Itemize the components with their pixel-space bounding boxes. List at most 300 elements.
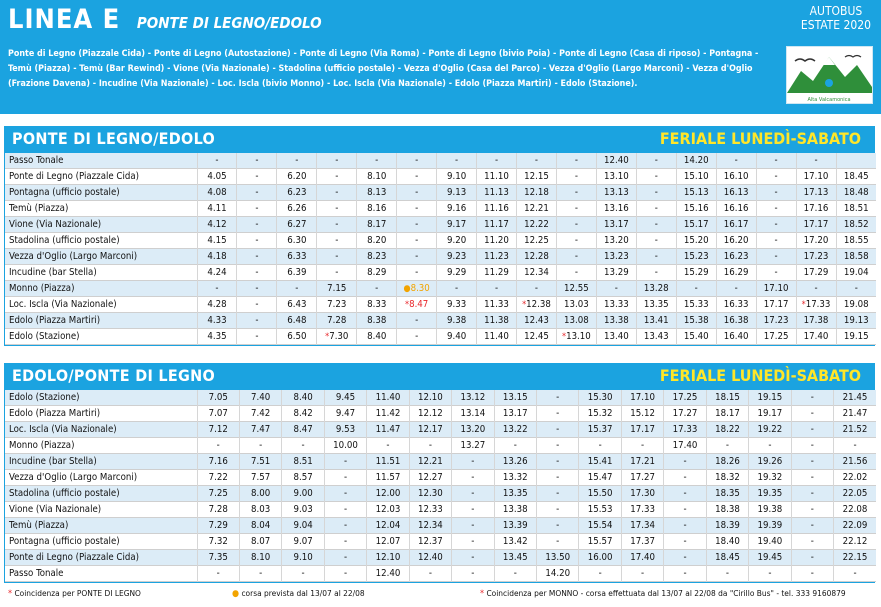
time-cell: 12.43 [517, 313, 557, 329]
section-pdl-edolo [4, 126, 875, 346]
time-cell: - [791, 502, 833, 518]
time-cell: 9.23 [437, 249, 477, 265]
time-cell: - [397, 217, 437, 233]
time-cell: 17.37 [621, 534, 663, 550]
time-cell: - [452, 486, 494, 502]
time-cell: - [621, 566, 663, 582]
time-cell: - [791, 438, 833, 454]
stop-name: Edolo (Stazione) [9, 392, 80, 403]
table-row [5, 153, 876, 169]
time-cell: - [716, 153, 756, 169]
time-cell: 6.50 [277, 329, 317, 345]
time-cell: - [477, 153, 517, 169]
time-cell: 4.08 [197, 185, 237, 201]
time-cell: 13.40 [596, 329, 636, 345]
time-cell: 11.38 [477, 313, 517, 329]
time-cell: - [517, 281, 557, 297]
time-cell: - [317, 201, 357, 217]
time-cell: - [664, 470, 706, 486]
time-cell: 7.51 [239, 454, 281, 470]
time-cell: 11.29 [477, 265, 517, 281]
time-cell: 11.17 [477, 217, 517, 233]
time-cell: - [537, 438, 579, 454]
time-cell: 6.30 [277, 233, 317, 249]
time-cell: - [237, 153, 277, 169]
time-cell: - [756, 169, 796, 185]
time-cell: 12.55 [556, 281, 596, 297]
time-cell: 13.12 [452, 390, 494, 406]
time-cell: 13.28 [636, 281, 676, 297]
time-cell: - [636, 265, 676, 281]
time-cell: - [324, 566, 366, 582]
time-cell: 13.38 [494, 502, 536, 518]
time-cell: 13.35 [494, 486, 536, 502]
time-cell: - [452, 470, 494, 486]
time-cell: - [791, 470, 833, 486]
time-cell: 11.47 [367, 422, 409, 438]
time-cell: - [796, 281, 836, 297]
time-cell: - [636, 249, 676, 265]
time-cell: - [324, 502, 366, 518]
time-cell: 15.10 [676, 169, 716, 185]
time-cell: - [556, 233, 596, 249]
season-year-label: ESTATE 2020 [800, 18, 871, 32]
time-cell: - [756, 233, 796, 249]
time-cell: 13.39 [494, 518, 536, 534]
time-cell: 9.29 [437, 265, 477, 281]
time-cell: - [452, 534, 494, 550]
time-cell: 12.07 [367, 534, 409, 550]
time-cell: 12.37 [409, 534, 451, 550]
time-cell: 13.17 [596, 217, 636, 233]
time-cell: 12.15 [517, 169, 557, 185]
time-cell: 18.45 [836, 169, 876, 185]
time-cell: 18.52 [836, 217, 876, 233]
time-cell: - [494, 566, 536, 582]
time-cell: - [367, 438, 409, 454]
time-cell: - [537, 486, 579, 502]
time-cell: - [756, 153, 796, 169]
time-cell: 18.48 [836, 185, 876, 201]
time-cell: 13.20 [596, 233, 636, 249]
time-cell: 6.26 [277, 201, 317, 217]
time-cell: 4.33 [197, 313, 237, 329]
time-cell: 19.26 [749, 454, 791, 470]
time-cell: 13.35 [636, 297, 676, 313]
time-cell: 19.38 [749, 502, 791, 518]
time-cell: - [756, 265, 796, 281]
time-cell: 17.21 [621, 454, 663, 470]
time-cell: - [756, 185, 796, 201]
time-cell: 15.32 [579, 406, 621, 422]
table-row [5, 249, 876, 265]
time-cell: 11.57 [367, 470, 409, 486]
table-row [5, 502, 876, 518]
time-cell: - [664, 486, 706, 502]
time-cell: 19.15 [836, 329, 876, 345]
time-cell: 17.25 [664, 390, 706, 406]
time-cell: - [556, 265, 596, 281]
legend-text: Coincidenza per MONNO - corsa effettuata dal 13/07 al 22/08 da "Cirillo Bus" - tel. 333 9160879 [486, 588, 846, 598]
time-cell: 13.42 [494, 534, 536, 550]
time-cell: - [636, 201, 676, 217]
time-cell: 17.17 [756, 297, 796, 313]
time-cell: *7.30 [317, 329, 357, 345]
time-cell: - [277, 281, 317, 297]
table-row [5, 233, 876, 249]
time-cell: 13.32 [494, 470, 536, 486]
time-cell: *13.10 [556, 329, 596, 345]
time-cell: - [452, 454, 494, 470]
time-cell: - [791, 566, 833, 582]
time-cell: - [756, 201, 796, 217]
time-cell: 15.13 [676, 185, 716, 201]
stop-name: Stadolina (ufficio postale) [9, 488, 120, 499]
time-cell: 12.00 [367, 486, 409, 502]
star-icon: * [8, 589, 13, 599]
time-cell: 7.35 [197, 550, 239, 566]
time-cell: 13.26 [494, 454, 536, 470]
table-row [5, 534, 876, 550]
time-cell: 8.51 [282, 454, 324, 470]
time-cell: 10.00 [324, 438, 366, 454]
time-cell: 18.26 [706, 454, 748, 470]
time-cell: 7.42 [239, 406, 281, 422]
time-cell: - [437, 153, 477, 169]
time-cell: - [397, 233, 437, 249]
time-cell: - [237, 185, 277, 201]
time-cell: 4.12 [197, 217, 237, 233]
timetable-edolo-pdl [5, 390, 876, 582]
time-cell: - [239, 566, 281, 582]
time-cell: - [397, 249, 437, 265]
time-cell: - [664, 534, 706, 550]
time-cell: 12.40 [596, 153, 636, 169]
time-cell: 17.17 [621, 422, 663, 438]
time-cell: 18.45 [706, 550, 748, 566]
stop-name: Temù (Piazza) [9, 203, 69, 214]
time-cell: 19.40 [749, 534, 791, 550]
time-cell: 22.08 [834, 502, 876, 518]
time-cell: ●8.30 [397, 281, 437, 297]
time-cell: - [452, 550, 494, 566]
time-cell: - [324, 534, 366, 550]
time-cell: - [197, 281, 237, 297]
time-cell: - [636, 233, 676, 249]
table-row [5, 329, 876, 345]
time-cell: 18.35 [706, 486, 748, 502]
time-cell: 9.10 [282, 550, 324, 566]
time-cell: 19.17 [749, 406, 791, 422]
time-cell: 17.38 [796, 313, 836, 329]
time-cell: 17.40 [621, 550, 663, 566]
time-cell: - [621, 438, 663, 454]
time-cell: 11.51 [367, 454, 409, 470]
star-icon: * [405, 300, 410, 310]
time-cell: 11.20 [477, 233, 517, 249]
time-cell: - [317, 249, 357, 265]
time-cell: - [357, 281, 397, 297]
time-cell: - [749, 566, 791, 582]
time-cell: 18.15 [706, 390, 748, 406]
legend [4, 584, 875, 602]
time-cell: 19.04 [836, 265, 876, 281]
stop-name: Incudine (bar Stella) [9, 456, 97, 467]
time-cell: 6.27 [277, 217, 317, 233]
time-cell: 7.07 [197, 406, 239, 422]
time-cell: 19.15 [749, 390, 791, 406]
time-cell: 8.04 [239, 518, 281, 534]
time-cell: - [452, 566, 494, 582]
time-cell: 19.39 [749, 518, 791, 534]
stop-name: Vione (Via Nazionale) [9, 219, 102, 230]
time-cell: 19.22 [749, 422, 791, 438]
time-cell: 4.18 [197, 249, 237, 265]
time-cell: 4.11 [197, 201, 237, 217]
time-cell: 15.37 [579, 422, 621, 438]
time-cell: 6.20 [277, 169, 317, 185]
time-cell: 11.42 [367, 406, 409, 422]
table-row [5, 185, 876, 201]
time-cell: 8.40 [282, 390, 324, 406]
time-cell: 18.55 [836, 233, 876, 249]
time-cell: - [397, 153, 437, 169]
time-cell: - [836, 281, 876, 297]
time-cell: - [517, 153, 557, 169]
table-row [5, 486, 876, 502]
time-cell: - [237, 265, 277, 281]
time-cell: 16.38 [716, 313, 756, 329]
time-cell: 12.40 [409, 550, 451, 566]
time-cell: 13.43 [636, 329, 676, 345]
time-cell: 8.17 [357, 217, 397, 233]
time-cell: - [664, 566, 706, 582]
time-cell: 8.57 [282, 470, 324, 486]
time-cell: - [397, 265, 437, 281]
time-cell: - [397, 329, 437, 345]
time-cell: - [556, 153, 596, 169]
section-title: PONTE DI LEGNO/EDOLO [12, 129, 216, 148]
legend-text: Coincidenza per PONTE DI LEGNO [14, 588, 141, 598]
time-cell: 9.33 [437, 297, 477, 313]
time-cell: 13.15 [494, 390, 536, 406]
time-cell: 15.50 [579, 486, 621, 502]
time-cell: 13.33 [596, 297, 636, 313]
time-cell: - [556, 201, 596, 217]
table-row [5, 470, 876, 486]
time-cell: 13.16 [596, 201, 636, 217]
time-cell: 4.28 [197, 297, 237, 313]
time-cell: 15.17 [676, 217, 716, 233]
time-cell: 15.57 [579, 534, 621, 550]
time-cell: - [197, 566, 239, 582]
time-cell: 8.38 [357, 313, 397, 329]
time-cell: 7.57 [239, 470, 281, 486]
time-cell: 7.23 [317, 297, 357, 313]
time-cell: - [537, 422, 579, 438]
time-cell: 7.28 [317, 313, 357, 329]
time-cell: - [409, 566, 451, 582]
stop-name: Vione (Via Nazionale) [9, 504, 102, 515]
time-cell: 19.35 [749, 486, 791, 502]
legend-item-prevista [232, 584, 365, 603]
time-cell: 18.22 [706, 422, 748, 438]
time-cell: - [477, 281, 517, 297]
time-cell: 16.10 [716, 169, 756, 185]
time-cell: 13.29 [596, 265, 636, 281]
time-cell: 4.05 [197, 169, 237, 185]
time-cell: 13.14 [452, 406, 494, 422]
time-cell: 18.51 [836, 201, 876, 217]
time-cell: - [834, 566, 876, 582]
time-cell: 16.33 [716, 297, 756, 313]
stop-name: Vezza d'Oglio (Largo Marconi) [9, 472, 138, 483]
time-cell: 19.08 [836, 297, 876, 313]
time-cell: 22.12 [834, 534, 876, 550]
valley-logo-icon [786, 46, 873, 104]
time-cell: 17.25 [756, 329, 796, 345]
time-cell: 17.33 [621, 502, 663, 518]
section-header [4, 363, 875, 390]
time-cell: - [324, 518, 366, 534]
stop-name: Incudine (bar Stella) [9, 267, 97, 278]
time-cell: 8.40 [357, 329, 397, 345]
time-cell: 16.16 [716, 201, 756, 217]
time-cell: 8.20 [357, 233, 397, 249]
time-cell: 7.28 [197, 502, 239, 518]
stop-name: Edolo (Stazione) [9, 331, 80, 342]
header-banner [0, 0, 881, 114]
time-cell: 7.40 [239, 390, 281, 406]
time-cell: - [716, 281, 756, 297]
time-cell: 18.32 [706, 470, 748, 486]
time-cell: - [537, 502, 579, 518]
time-cell: - [397, 313, 437, 329]
time-cell: 16.29 [716, 265, 756, 281]
time-cell: 12.45 [517, 329, 557, 345]
table-row [5, 550, 876, 566]
time-cell: 12.27 [409, 470, 451, 486]
time-cell: 8.33 [357, 297, 397, 313]
time-cell: - [452, 502, 494, 518]
stop-name: Passo Tonale [9, 568, 64, 579]
stop-name: Ponte di Legno (Piazzale Cida) [9, 552, 140, 563]
time-cell: 21.45 [834, 390, 876, 406]
time-cell: - [324, 454, 366, 470]
time-cell: 18.17 [706, 406, 748, 422]
stop-name: Loc. Iscla (Via Nazionale) [9, 424, 117, 435]
table-row [5, 566, 876, 582]
table-row [5, 390, 876, 406]
time-cell: 15.30 [579, 390, 621, 406]
time-cell: - [791, 390, 833, 406]
table-row [5, 265, 876, 281]
time-cell: 6.48 [277, 313, 317, 329]
time-cell: 17.27 [664, 406, 706, 422]
time-cell: 12.22 [517, 217, 557, 233]
time-cell: - [791, 518, 833, 534]
time-cell: 9.10 [437, 169, 477, 185]
time-cell: 13.27 [452, 438, 494, 454]
section-days: FERIALE LUNEDÌ-SABATO [659, 129, 861, 148]
dot-icon: ● [232, 589, 240, 599]
time-cell: - [282, 438, 324, 454]
dot-icon: ● [403, 284, 411, 294]
time-cell: 4.15 [197, 233, 237, 249]
time-cell: - [397, 185, 437, 201]
time-cell: 16.20 [716, 233, 756, 249]
time-cell: 6.33 [277, 249, 317, 265]
time-cell: 17.40 [664, 438, 706, 454]
time-cell: 18.58 [836, 249, 876, 265]
time-cell: 6.23 [277, 185, 317, 201]
time-cell: - [556, 217, 596, 233]
table-row [5, 406, 876, 422]
time-cell: - [277, 153, 317, 169]
time-cell: 8.42 [282, 406, 324, 422]
time-cell: 6.39 [277, 265, 317, 281]
time-cell: 9.20 [437, 233, 477, 249]
time-cell: 18.40 [706, 534, 748, 550]
time-cell: 8.10 [239, 550, 281, 566]
time-cell: - [237, 169, 277, 185]
star-icon: * [522, 300, 527, 310]
time-cell: 17.27 [621, 470, 663, 486]
time-cell: - [237, 329, 277, 345]
time-cell: - [452, 518, 494, 534]
time-cell: 12.21 [409, 454, 451, 470]
time-cell: 4.35 [197, 329, 237, 345]
time-cell: - [324, 470, 366, 486]
table-row [5, 518, 876, 534]
title-row [8, 4, 322, 35]
time-cell: 7.12 [197, 422, 239, 438]
time-cell: 12.18 [517, 185, 557, 201]
time-cell: - [556, 185, 596, 201]
time-cell: 7.22 [197, 470, 239, 486]
time-cell: 12.12 [409, 406, 451, 422]
time-cell: 17.17 [796, 217, 836, 233]
time-cell: 15.41 [579, 454, 621, 470]
time-cell: *12.38 [517, 297, 557, 313]
section-title: EDOLO/PONTE DI LEGNO [12, 366, 216, 385]
time-cell: - [317, 217, 357, 233]
time-cell: 7.32 [197, 534, 239, 550]
table-row [5, 169, 876, 185]
time-cell: 13.45 [494, 550, 536, 566]
time-cell: 16.17 [716, 217, 756, 233]
table-row [5, 297, 876, 313]
time-cell: - [317, 169, 357, 185]
time-cell: 18.38 [706, 502, 748, 518]
time-cell: 17.34 [621, 518, 663, 534]
time-cell: - [237, 233, 277, 249]
time-cell: - [537, 518, 579, 534]
time-cell: - [791, 422, 833, 438]
time-cell: 6.43 [277, 297, 317, 313]
time-cell: 11.23 [477, 249, 517, 265]
time-cell: - [664, 454, 706, 470]
time-cell: - [537, 470, 579, 486]
time-cell: - [749, 438, 791, 454]
star-icon: * [325, 332, 330, 342]
time-cell: 4.24 [197, 265, 237, 281]
time-cell: - [664, 550, 706, 566]
time-cell: 7.15 [317, 281, 357, 297]
time-cell: - [537, 390, 579, 406]
time-cell: 13.22 [494, 422, 536, 438]
time-cell: 12.33 [409, 502, 451, 518]
